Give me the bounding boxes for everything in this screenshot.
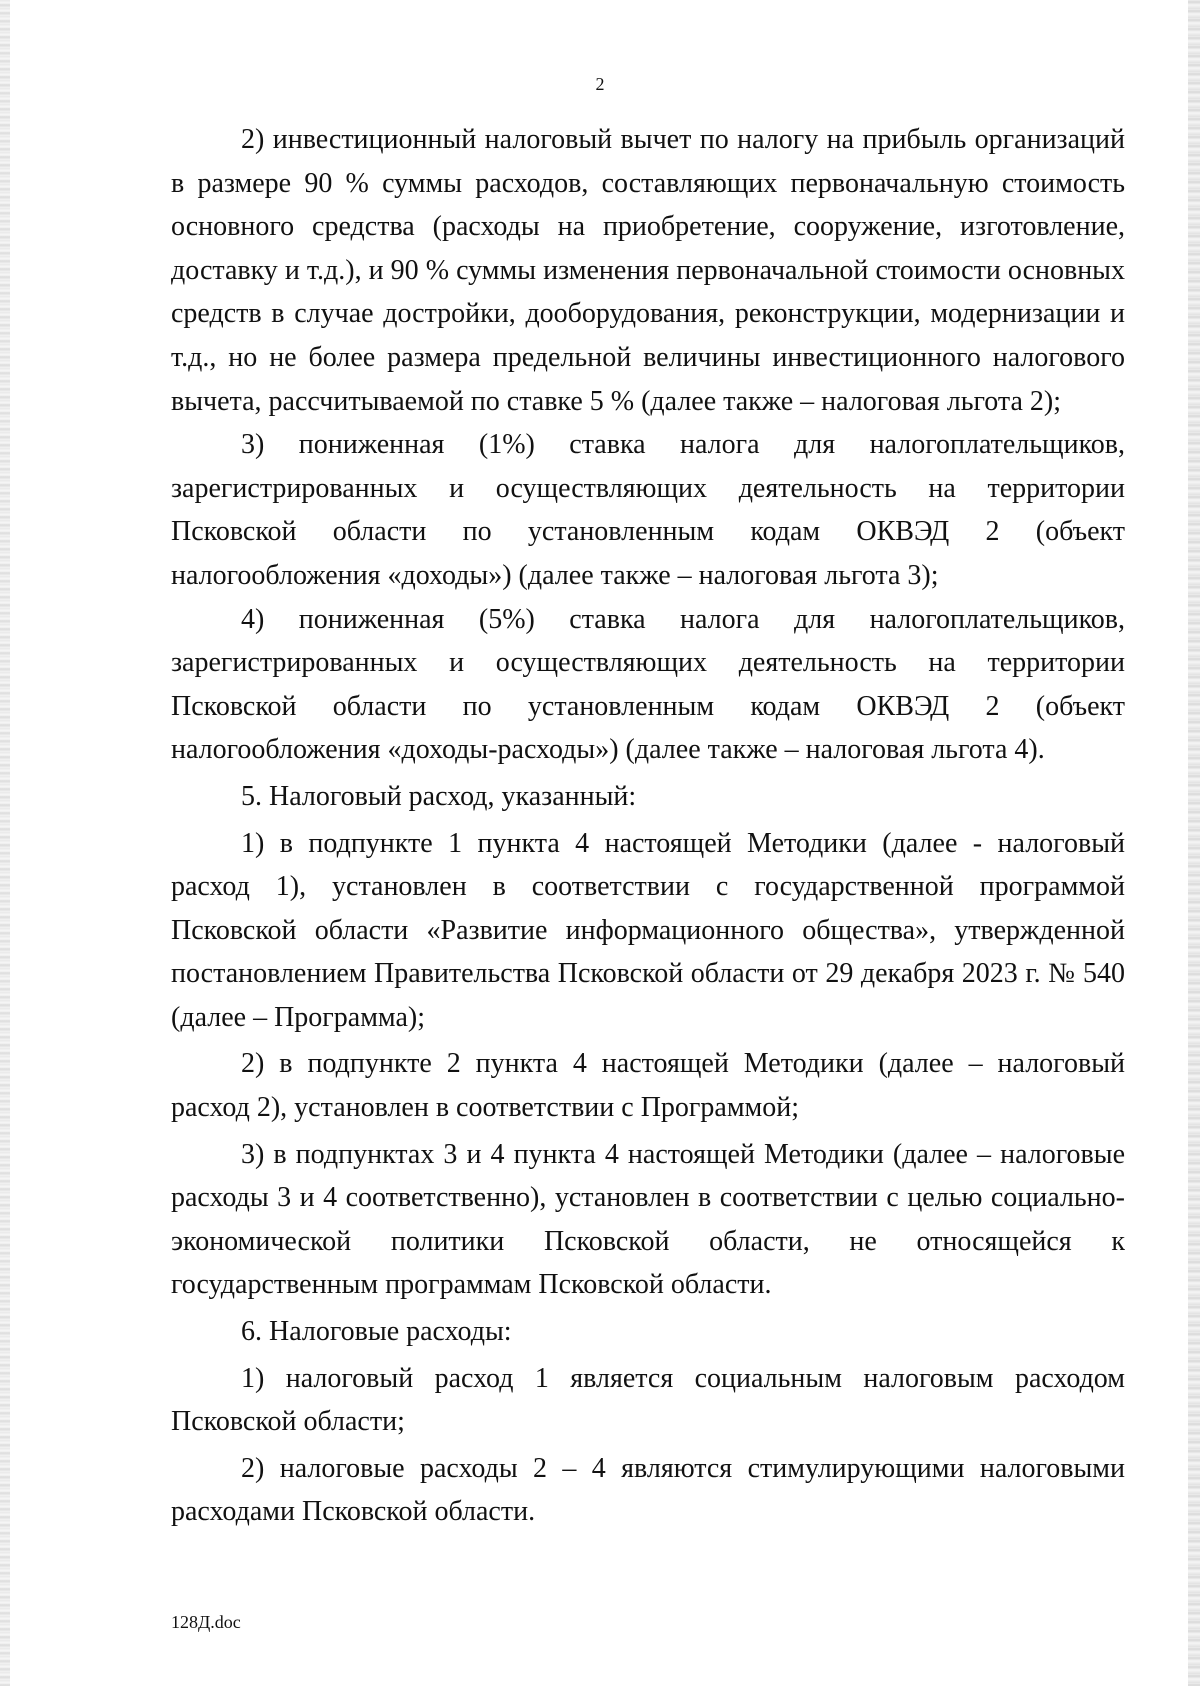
- paragraph-tax-expense-1: 1) в подпункте 1 пункта 4 настоящей Методики (далее - налоговый расход 1), установлен в соответствии с государственной программой Псковской области «Развитие информационного общества», утвержденной постановлением Правительства Псковской области от 29 декабря 2023 г. № 540 (далее – Программа);: [171, 827, 1125, 1033]
- paragraph-rate-5-percent: 4) пониженная (5%) ставка налога для налогоплательщиков, зарегистрированных и осуществляющих деятельность на территории Псковской области по установленным кодам ОКВЭД 2 (объект налогообложения «доходы-расходы») (далее также – налоговая льгота 4).: [171, 603, 1125, 766]
- paragraph-rate-1-percent: 3) пониженная (1%) ставка налога для налогоплательщиков, зарегистрированных и осуществляющих деятельность на территории Псковской области по установленным кодам ОКВЭД 2 (объект налогообложения «доходы») (далее также – налоговая льгота 3);: [171, 429, 1125, 591]
- paragraph-deduction-2: 2) инвестиционный налоговый вычет по налогу на прибыль организаций в размере 90 % суммы расходов, составляющих первоначальную стоимость основного средства (расходы на приобретение, сооружение, изготовление, доставку и т.д.), и 90 % суммы изменения первоначальной стоимости основных средств в случае достройки, дооборудования, реконструкции, модернизации и т.д., но не более размера предельной величины инвестиционного налогового вычета, рассчитываемой по ставке 5 % (далее также – налоговая льгота 2);: [171, 124, 1125, 417]
- paragraph-tax-expense-2: 2) в подпункте 2 пункта 4 настоящей Методики (далее – налоговый расход 2), установлен в соответствии с Программой;: [171, 1048, 1125, 1124]
- paragraph-tax-expenses-3-4: 3) в подпунктах 3 и 4 пункта 4 настоящей Методики (далее – налоговые расходы 3 и 4 соответственно), установлен в соответствии с целью социально-экономической политики Псковской области, не относящейся к государственным программам Псковской области.: [171, 1138, 1125, 1301]
- paragraph-section-5-heading: 5. Налоговый расход, указанный:: [241, 780, 637, 812]
- footer-filename: 128Д.doc: [171, 1612, 241, 1632]
- page-number: 2: [595, 74, 605, 94]
- scan-edge-left: [0, 0, 10, 1686]
- paragraph-social-expense: 1) налоговый расход 1 является социальным налоговым расходом Псковской области;: [171, 1362, 1125, 1438]
- scan-edge-right: [1188, 0, 1200, 1686]
- paragraph-stimulating-expenses: 2) налоговые расходы 2 – 4 являются стимулирующими налоговыми расходами Псковской области.: [171, 1452, 1125, 1528]
- paragraph-section-6-heading: 6. Налоговые расходы:: [241, 1316, 512, 1348]
- document-body: [171, 118, 1125, 1534]
